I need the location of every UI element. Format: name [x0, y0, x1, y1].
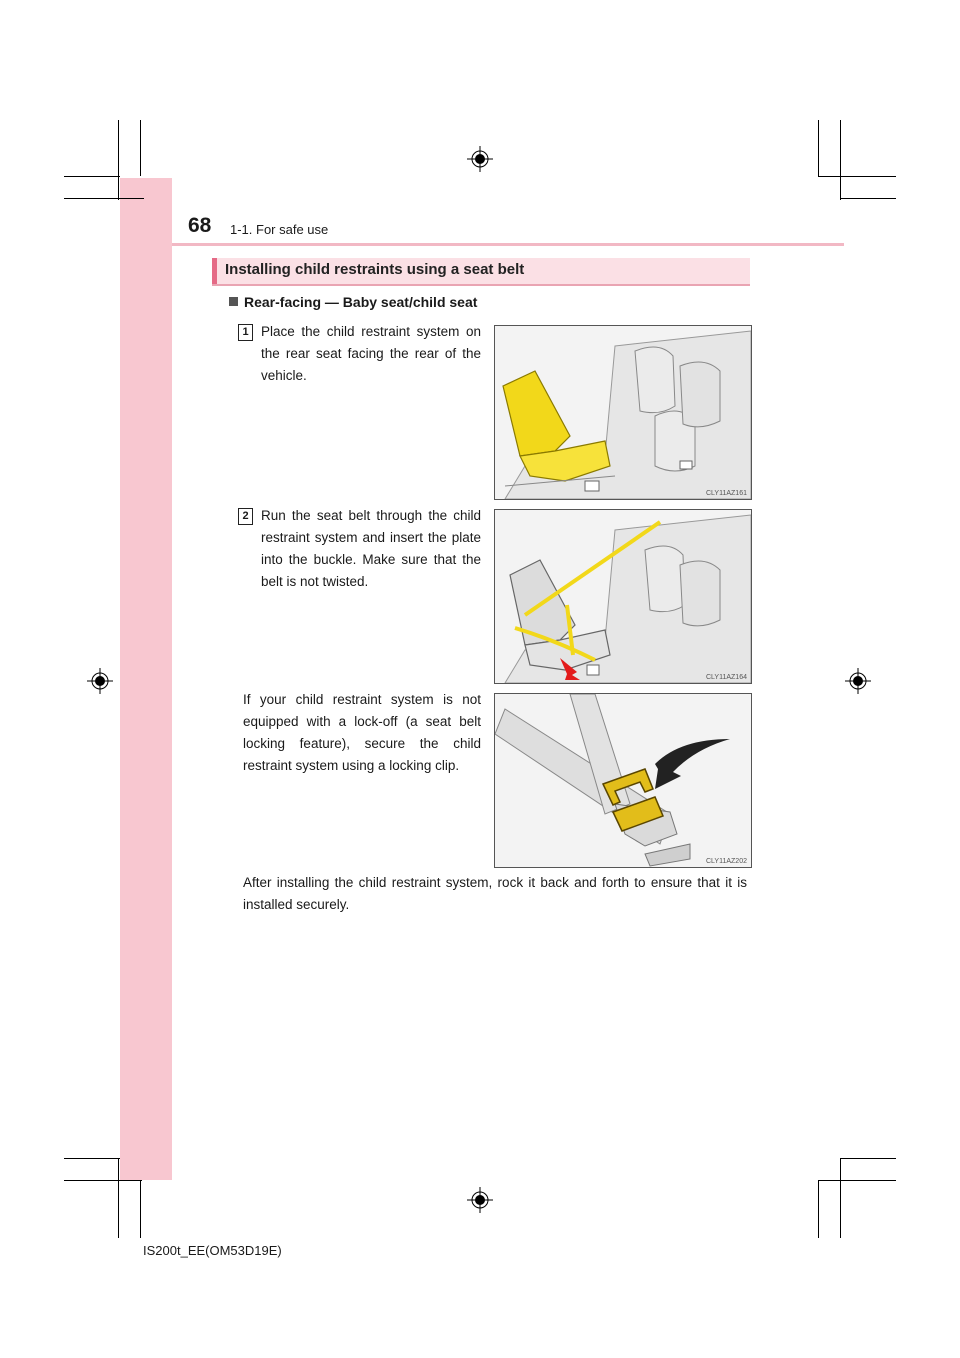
locking-clip-illustration	[495, 694, 751, 867]
page-number: 68	[188, 214, 212, 237]
header-rule	[172, 243, 844, 246]
registration-mark-icon	[467, 1187, 493, 1213]
section-title: Installing child restraints using a seat belt	[225, 261, 525, 278]
figure-locking-clip	[494, 693, 752, 868]
figure-code: CLY11AZ164	[706, 674, 747, 681]
section-label: 1-1. For safe use	[230, 222, 329, 237]
figure-code: CLY11AZ161	[706, 490, 747, 497]
side-strip	[120, 178, 172, 1180]
subheading	[229, 294, 477, 310]
step-2-text: Run the seat belt through the child restraint system and insert the plate into the buckle. Make sure that the belt is not twisted.	[261, 508, 481, 589]
step-number-1: 1	[238, 324, 253, 341]
step-number-2: 2	[238, 508, 253, 525]
seat-belt-routing-illustration	[495, 510, 751, 683]
registration-mark-icon	[845, 668, 871, 694]
figure-seat-belt-routing	[494, 509, 752, 684]
registration-mark-icon	[467, 146, 493, 172]
step-1-text: Place the child restraint system on the rear seat facing the rear of the vehicle.	[261, 324, 481, 383]
locking-clip-note: If your child restraint system is not equipped with a lock-off (a seat belt locking feature), secure the child restraint system using a locking clip.	[243, 692, 481, 773]
subheading-text: Rear-facing — Baby seat/child seat	[244, 294, 478, 310]
footer-model-code: IS200t_EE(OM53D19E)	[143, 1243, 282, 1258]
section-header-accent	[212, 258, 217, 284]
square-bullet-icon	[229, 297, 238, 306]
section-header	[212, 258, 750, 286]
figure-rear-facing-seat	[494, 325, 752, 500]
rear-facing-seat-illustration	[495, 326, 751, 499]
registration-mark-icon	[87, 668, 113, 694]
closing-text: After installing the child restraint system, rock it back and forth to ensure that it is installed securely.	[243, 875, 747, 912]
figure-code: CLY11AZ202	[706, 858, 747, 865]
